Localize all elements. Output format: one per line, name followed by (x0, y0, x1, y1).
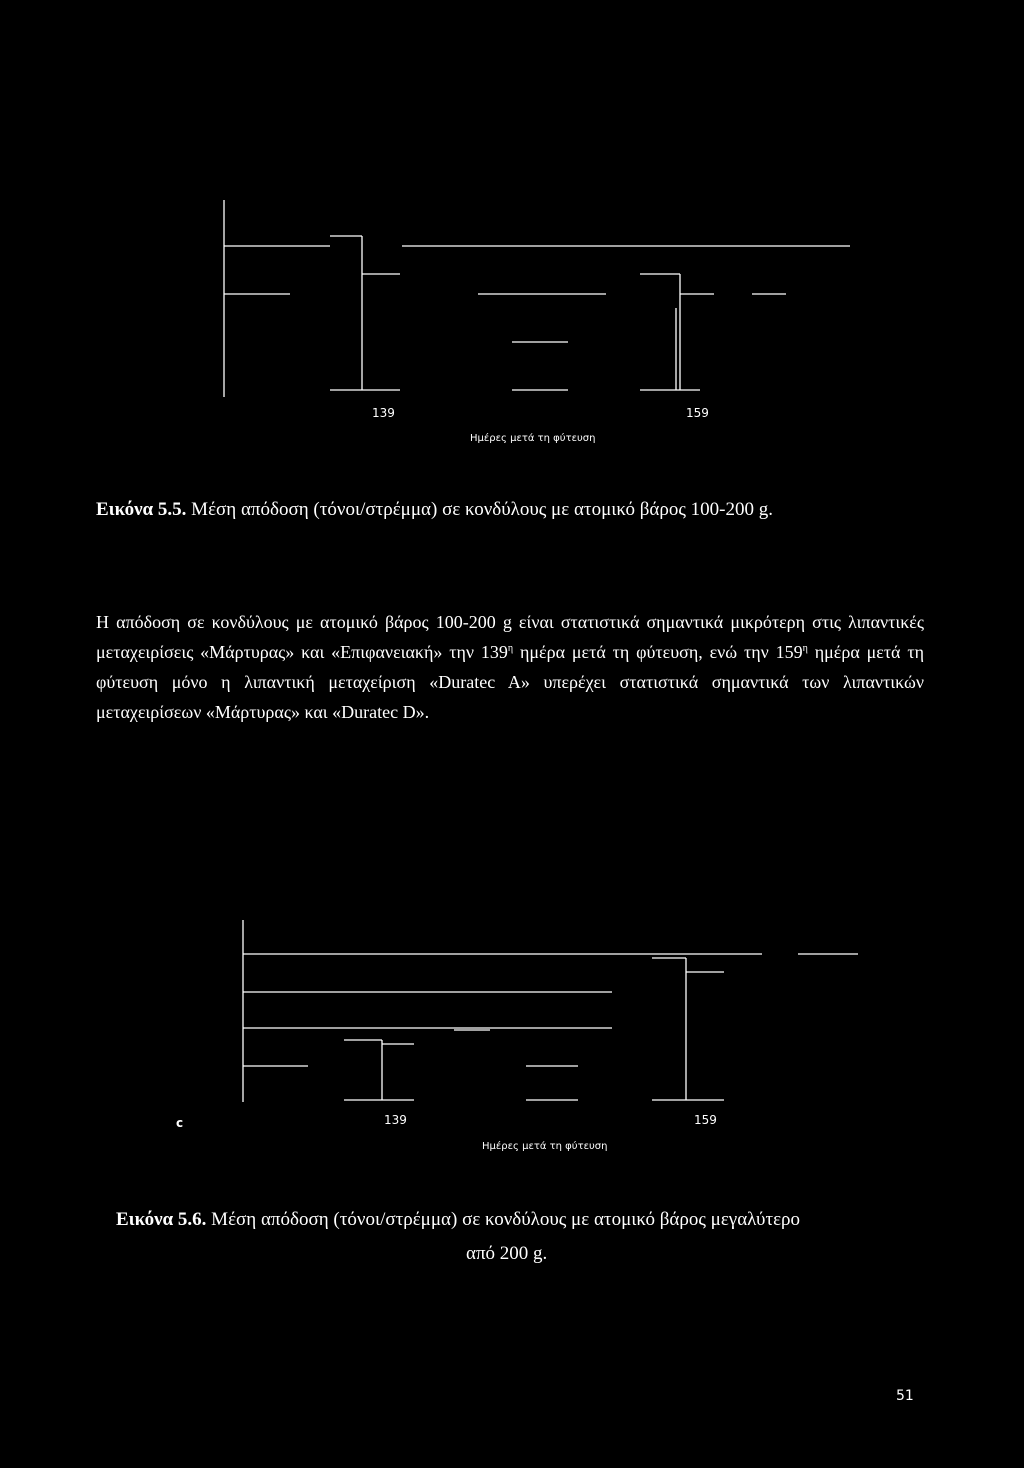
figure-5-6-chart (0, 910, 1024, 1160)
figure-5-5-plot (0, 190, 1024, 460)
ordinal-superscript: η (507, 643, 514, 654)
figure-5-6-caption-line1 (116, 1208, 800, 1232)
paragraph-text: ημέρα μετά τη φύτευση, ενώ την 159 (513, 642, 803, 662)
x-axis-label: Ημέρες μετά τη φύτευση (482, 1141, 608, 1152)
figure-5-5-chart (0, 190, 1024, 460)
figure-5-6-plot (0, 910, 1024, 1160)
paragraph-text: ημέρα μετά τη φύτευση μόνο η λιπαντική μεταχείριση «Duratec A» υπερέχει στατιστικά σημαντικά των λιπαντικών μεταχειρίσεων «Μάρτυρας» και «Duratec D». (96, 642, 924, 722)
x-tick-label: 159 (694, 1113, 717, 1127)
ordinal-superscript: η (802, 643, 808, 654)
caption-text: Μέση απόδοση (τόνοι/στρέμμα) σε κονδύλους με ατομικό βάρος 100-200 g. (186, 499, 773, 520)
x-tick-label: 159 (686, 406, 709, 420)
paragraph-text: Η απόδοση σε κονδύλους με ατομικό βάρος 100-200 g είναι στατιστικά σημαντικά μικρότερη στις λιπαντικές μεταχειρίσεις «Μάρτυρας» και «Επιφανειακή» την 139 (96, 612, 924, 662)
caption-label: Εικόνα 5.6. (116, 1209, 207, 1230)
x-tick-label: 139 (372, 406, 395, 420)
x-axis-label: Ημέρες μετά τη φύτευση (470, 433, 596, 444)
figure-5-6-caption-line2: από 200 g. (466, 1243, 548, 1264)
figure-5-5-caption (96, 498, 773, 522)
body-paragraph (96, 607, 924, 727)
caption-text: Μέση απόδοση (τόνοι/στρέμμα) σε κονδύλους με ατομικό βάρος μεγαλύτερο (206, 1209, 801, 1230)
x-tick-label: 139 (384, 1113, 407, 1127)
chart-marker: c (176, 1116, 184, 1130)
page-number: 51 (896, 1388, 914, 1404)
caption-label: Εικόνα 5.5. (96, 499, 187, 520)
